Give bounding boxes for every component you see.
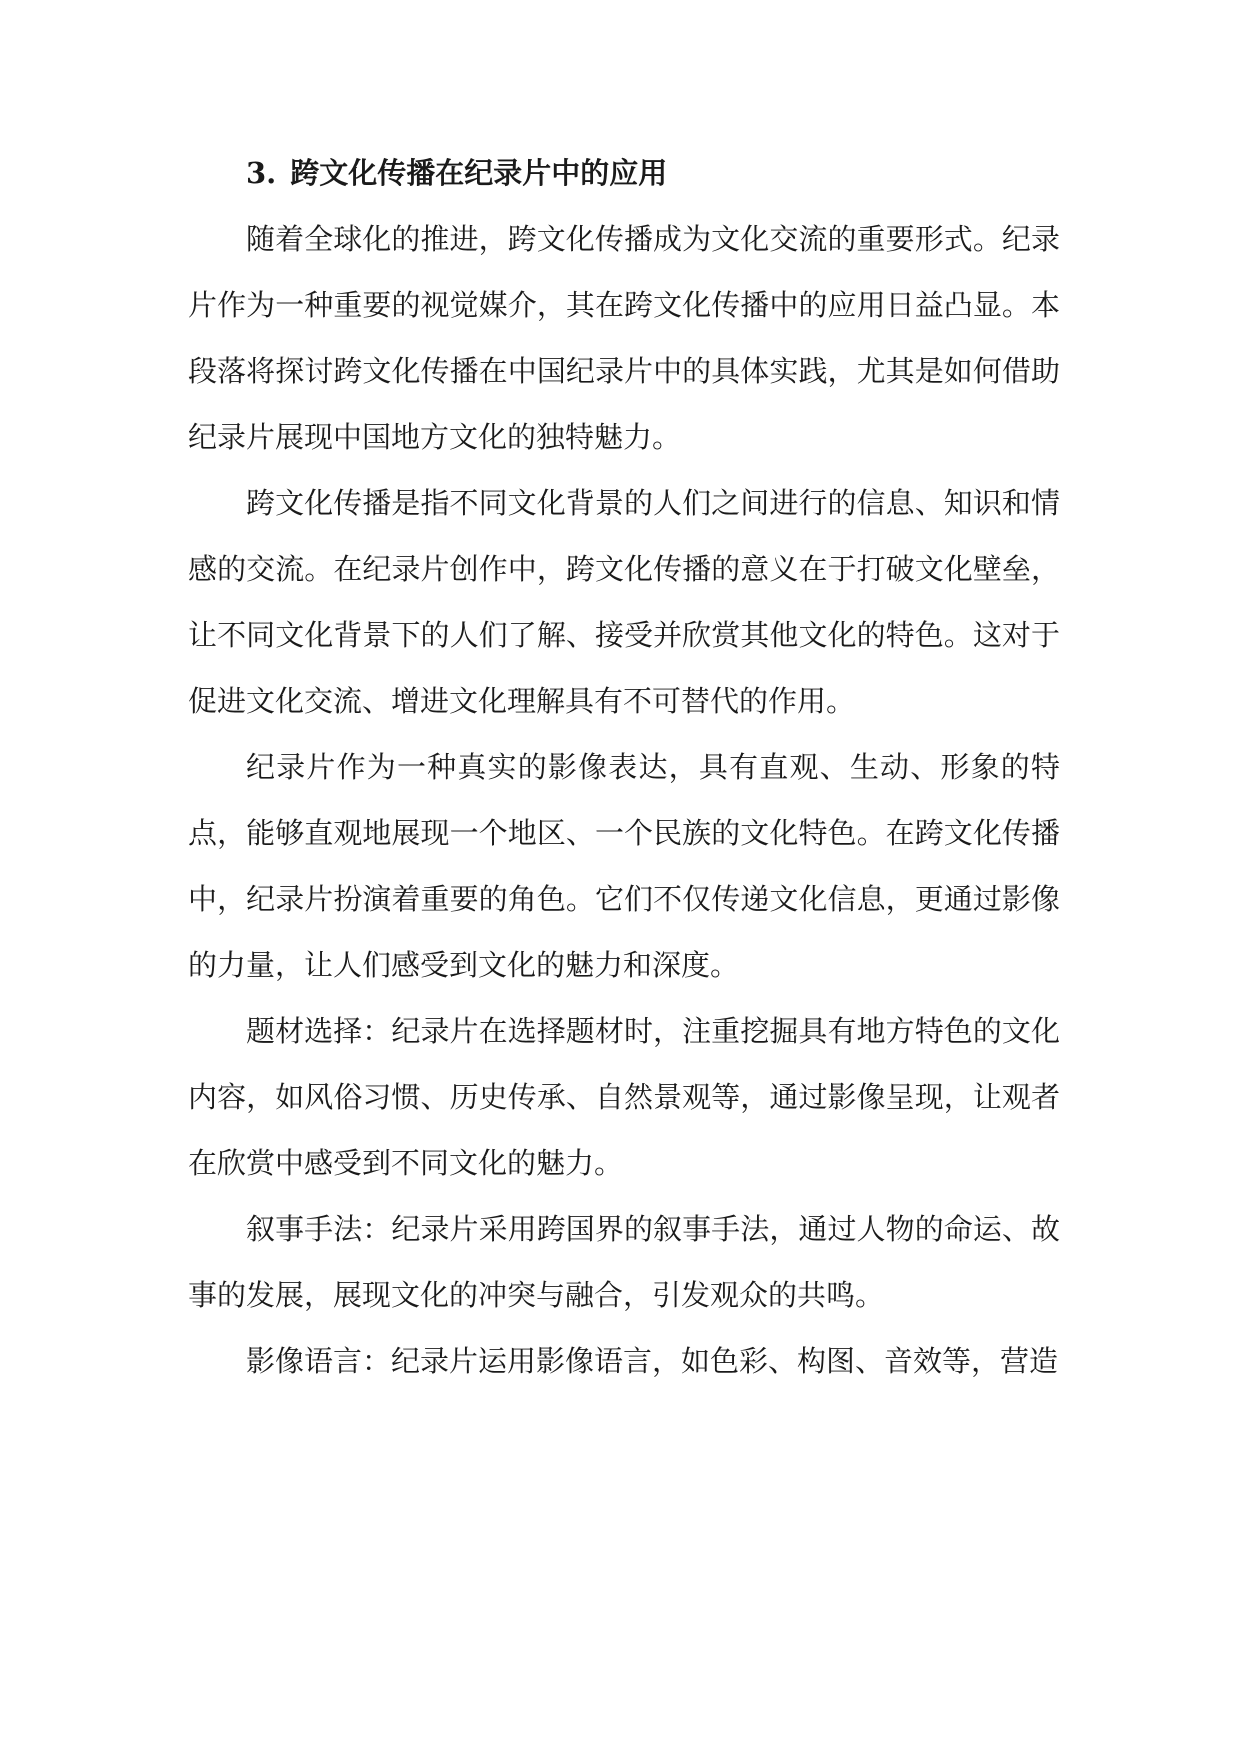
document-body [188, 140, 1060, 1394]
paragraph-1: 随着全球化的推进，跨文化传播成为文化交流的重要形式。纪录片作为一种重要的视觉媒介，其在跨文化传播中的应用日益凸显。本段落将探讨跨文化传播在中国纪录片中的具体实践，尤其是如何借助纪录片展现中国地方文化的独特魅力。 [188, 222, 1060, 454]
section-title: 跨文化传播在纪录片中的应用 [290, 156, 668, 190]
paragraph-3: 纪录片作为一种真实的影像表达，具有直观、生动、形象的特点，能够直观地展现一个地区、一个民族的文化特色。在跨文化传播中，纪录片扮演着重要的角色。它们不仅传递文化信息，更通过影像的力量，让人们感受到文化的魅力和深度。 [188, 750, 1060, 982]
paragraph-2: 跨文化传播是指不同文化背景的人们之间进行的信息、知识和情感的交流。在纪录片创作中，跨文化传播的意义在于打破文化壁垒，让不同文化背景下的人们了解、接受并欣赏其他文化的特色。这对于促进文化交流、增进文化理解具有不可替代的作用。 [188, 486, 1060, 718]
section-number: 3. [246, 156, 277, 190]
paragraph-4: 题材选择：纪录片在选择题材时，注重挖掘具有地方特色的文化内容，如风俗习惯、历史传承、自然景观等，通过影像呈现，让观者在欣赏中感受到不同文化的魅力。 [188, 1014, 1060, 1180]
paragraph-5: 叙事手法：纪录片采用跨国界的叙事手法，通过人物的命运、故事的发展，展现文化的冲突与融合，引发观众的共鸣。 [188, 1212, 1060, 1312]
section-heading [188, 140, 1060, 206]
paragraph-6: 影像语言：纪录片运用影像语言，如色彩、构图、音效等，营造 [246, 1344, 1059, 1378]
